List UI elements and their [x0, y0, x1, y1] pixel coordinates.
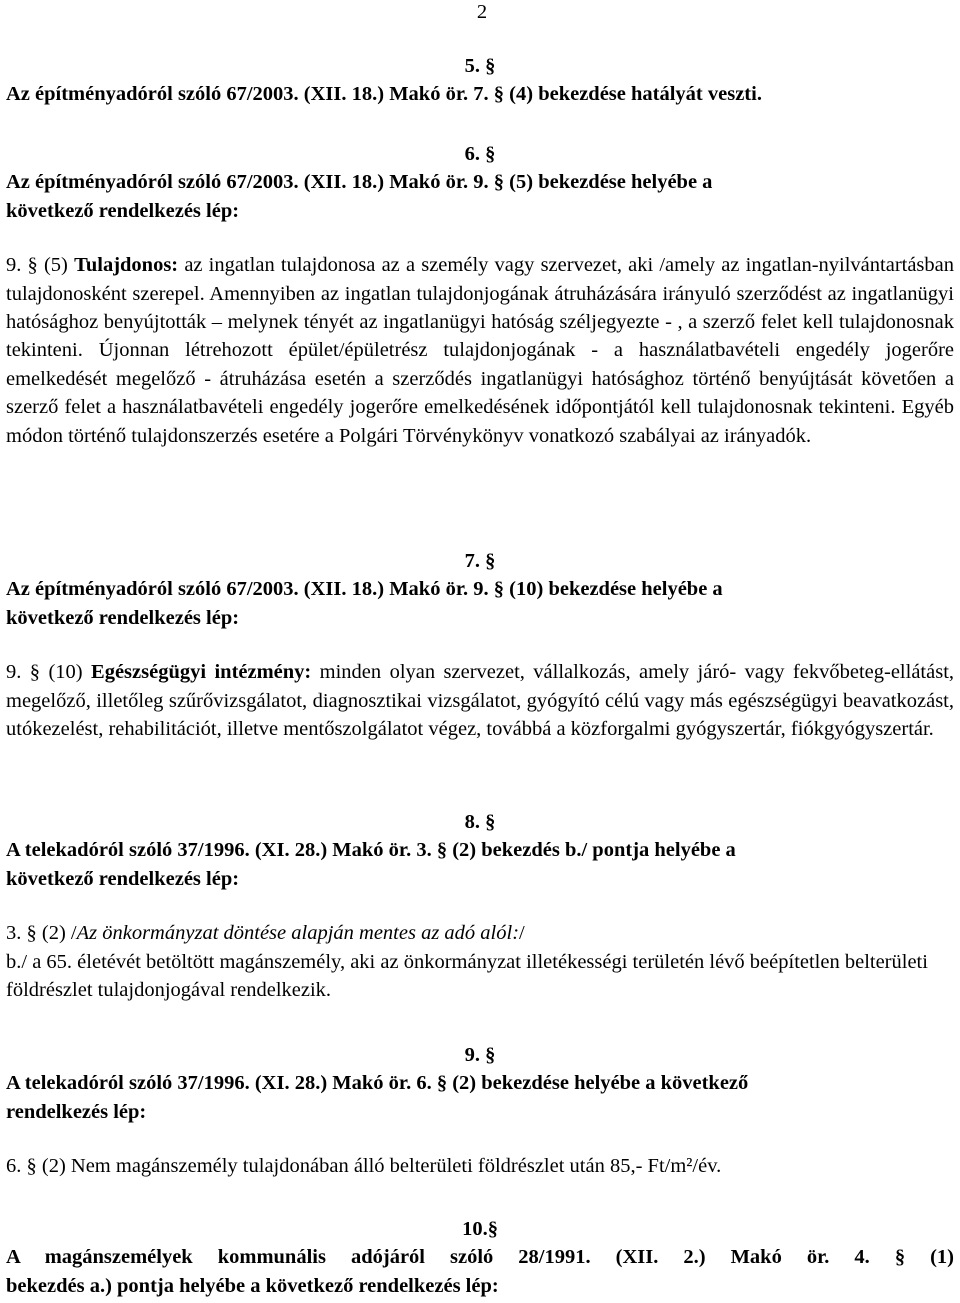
section-heading-line-2: következő rendelkezés lép: [6, 199, 240, 222]
section-number: 8. § [464, 811, 496, 833]
paragraph-body: minden olyan szervezet, vállalkozás, amely járó- vagy fekvőbeteg-ellátást, megelőző, illetőleg szűrővizsgálatot, diagnosztikai vizsgálatot, gyógyító célú vagy más egészségügyi beavatkozást, utókezelést, rehabilitációt, illetve mentőszolgálatot végez, továbbá a közforgalmi gyógyszertár, fiókgyógyszertár. [6, 661, 955, 741]
section-paragraph-line-2: b./ a 65. életévét betöltött magánszemély, aki az önkormányzat illetékességi területén lévő beépítetlen belterületi földrészlet tulajdonjogával rendelkezik. [6, 950, 928, 1002]
section-10 [6, 1215, 954, 1300]
section-paragraph: 6. § (2) Nem magánszemély tulajdonában álló belterületi földrészlet után 85,- Ft/m²/év. [6, 1155, 722, 1178]
section-paragraph [6, 251, 954, 450]
section-heading-line-1: A magánszemélyek kommunális adójáról szóló 28/1991. (XII. 2.) Makó ör. 4. § (1) [6, 1246, 954, 1269]
section-heading-line-1: Az építményadóról szóló 67/2003. (XII. 18.) Makó ör. 9. § (5) bekezdése helyébe a [6, 171, 713, 194]
section-heading-line-2: következő rendelkezés lép: [6, 606, 240, 629]
section-heading-line-1: A telekadóról szóló 37/1996. (XI. 28.) Makó ör. 6. § (2) bekezdése helyébe a következő [6, 1072, 749, 1095]
defined-term: Tulajdonos: [74, 254, 179, 277]
section-paragraph-line-1 [6, 919, 954, 947]
section-heading-line-2: rendelkezés lép: [6, 1100, 147, 1123]
section-7 [6, 547, 954, 743]
section-heading: Az építményadóról szóló 67/2003. (XII. 18.) Makó ör. 7. § (4) bekezdése hatályát veszti. [6, 83, 762, 106]
paragraph-reference: 9. § (10) [6, 661, 92, 684]
section-number: 5. § [464, 55, 496, 77]
section-number: 10.§ [462, 1218, 498, 1240]
section-8 [6, 808, 954, 1004]
section-number: 9. § [464, 1044, 496, 1066]
section-9 [6, 1041, 954, 1181]
paragraph-reference: 9. § (5) [6, 254, 75, 277]
defined-term: Egészségügyi intézmény: [91, 661, 312, 684]
section-heading-line-2: bekezdés a.) pontja helyébe a következő rendelkezés lép: [6, 1274, 499, 1297]
section-heading-line-1: Az építményadóról szóló 67/2003. (XII. 18.) Makó ör. 9. § (10) bekezdése helyébe a [6, 578, 723, 601]
page-number: 2 [476, 1, 488, 23]
section-heading-line-2: következő rendelkezés lép: [6, 867, 240, 890]
italic-clause: Az önkormányzat döntése alapján mentes az adó alól: [76, 922, 520, 945]
paragraph-body: az ingatlan tulajdonosa az a személy vagy szervezet, aki /amely az ingatlan-nyilvántartásban tulajdonosként szerepel. Amennyiben az ingatlan tulajdonjogának átruházására irányuló szerződést az ingatlanügyi hatósághoz benyújtották – melynek tényét az ingatlanügyi hatóság széljegyezte - , a szerző felet kell tulajdonosnak tekinteni. Újonnan létrehozott épület/épületrész tulajdonjogának - a használatbavételi engedély jogerőre emelkedését megelőző - átruházása esetén a szerződés ingatlanügyi hatósághoz történő benyújtását követően a szerző felet a használatbavételi engedély jogerőre emelkedésének időpontjától kell tulajdonosnak tekinteni. Egyéb módon történő tulajdonszerzés esetére a Polgári Törvénykönyv vonatkozó szabályai az irányadók. [6, 254, 955, 447]
section-heading-line-1: A telekadóról szóló 37/1996. (XI. 28.) Makó ör. 3. § (2) bekezdés b./ pontja helyébe a [6, 839, 736, 862]
section-6 [6, 140, 954, 450]
paragraph-reference: 3. § (2) / [6, 922, 77, 945]
paragraph-suffix: / [519, 922, 525, 945]
section-number: 7. § [464, 550, 496, 572]
section-number: 6. § [464, 143, 496, 165]
section-5 [6, 52, 954, 109]
section-paragraph [6, 658, 954, 743]
